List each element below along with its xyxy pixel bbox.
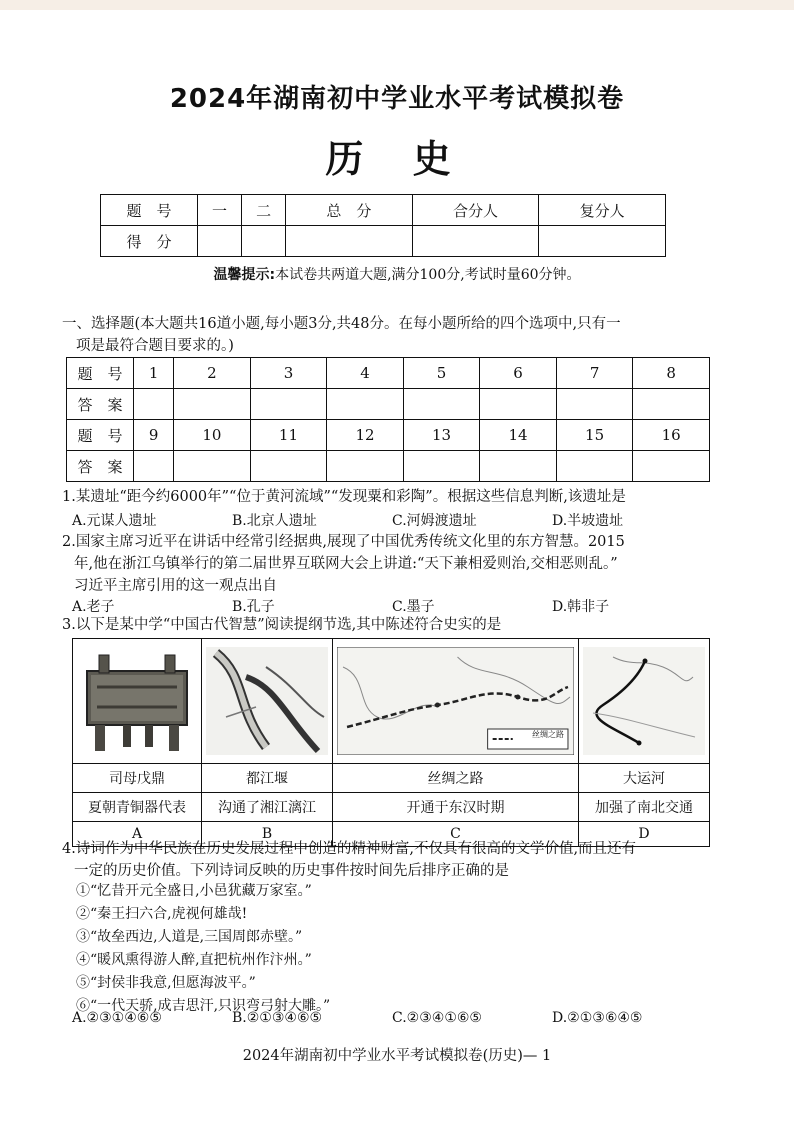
q1-option-a[interactable]: A.元谋人遗址	[72, 513, 157, 529]
answer-blank[interactable]	[250, 389, 327, 420]
q4-stem	[62, 838, 742, 882]
answer-blank[interactable]	[327, 451, 404, 482]
canal-map-icon	[583, 647, 705, 755]
answer-blank[interactable]	[403, 451, 480, 482]
q1-options	[72, 510, 712, 530]
tip-text: 本试卷共两道大题,满分100分,考试时量60分钟。	[275, 267, 581, 283]
grand-canal-map	[583, 647, 705, 755]
dujiangyan-map	[206, 647, 328, 755]
q2-option-c[interactable]: C.墨子	[392, 599, 435, 615]
q3-option-d[interactable]: D	[579, 822, 710, 847]
answer-num: 5	[403, 358, 480, 389]
answer-num: 8	[633, 358, 710, 389]
q2-stem-line: 习近平主席引用的这一观点出自	[74, 578, 277, 594]
section1-heading-line: 一、选择题(本大题共16道小题,每小题3分,共48分。在每小题所给的四个选项中,只有一	[62, 316, 621, 332]
answer-num: 3	[250, 358, 327, 389]
answer-num-label: 题 号	[67, 358, 134, 389]
answer-blank[interactable]	[633, 451, 710, 482]
page-footer: 2024年湖南初中学业水平考试模拟卷(历史)— 1	[242, 1048, 552, 1064]
q3-option-a[interactable]: A	[73, 822, 202, 847]
q3-statement: 加强了南北交通	[579, 793, 710, 822]
q4-options	[72, 1010, 712, 1026]
q3-image-cell	[202, 639, 333, 764]
q1-option-c[interactable]: C.河姆渡遗址	[392, 513, 477, 529]
answer-num: 6	[480, 358, 557, 389]
answer-blank[interactable]	[403, 389, 480, 420]
q4-poem: ⑥“一代天骄,成吉思汗,只识弯弓射大雕。”	[76, 998, 331, 1014]
q2-option-d[interactable]: D.韩非子	[552, 599, 610, 615]
q4-poem: ④“暖风熏得游人醉,直把杭州作汴州。”	[76, 952, 312, 968]
q1-stem: 1.某遗址“距今约6000年”“位于黄河流域”“发现粟和彩陶”。根据这些信息判断,该遗址是	[62, 489, 626, 505]
q4-poem: ⑤“封侯非我意,但愿海波平。”	[76, 975, 256, 991]
q2-option-b[interactable]: B.孔子	[232, 599, 275, 615]
q4-poem: ①“忆昔开元全盛日,小邑犹藏万家室。”	[76, 883, 312, 899]
q3-name: 大运河	[579, 764, 710, 793]
q4-poem: ③“故垒西边,人道是,三国周郎赤壁。”	[76, 929, 303, 945]
answer-blank[interactable]	[174, 451, 251, 482]
q3-option-b[interactable]: B	[202, 822, 333, 847]
answer-label: 答 案	[67, 389, 134, 420]
q2-option-a[interactable]: A.老子	[72, 599, 115, 615]
q3-name: 都江堰	[202, 764, 333, 793]
answer-num: 10	[174, 420, 251, 451]
score-header-cell: 合分人	[412, 195, 539, 226]
q3-image-cell	[73, 639, 202, 764]
q4-poems	[76, 880, 330, 1018]
score-blank-cell[interactable]	[242, 226, 286, 257]
score-blank-cell[interactable]	[198, 226, 242, 257]
q4-stem-line: 一定的历史价值。下列诗词反映的历史事件按时间先后排序正确的是	[74, 863, 509, 879]
silk-road-map	[337, 647, 574, 755]
score-header-cell: 总 分	[286, 195, 413, 226]
q3-image-cell	[579, 639, 710, 764]
q3-option-c[interactable]: C	[333, 822, 579, 847]
silk-road-map-legend: 丝绸之路	[532, 730, 564, 739]
q3-stem: 3.以下是某中学“中国古代智慧”阅读提纲节选,其中陈述符合史实的是	[62, 617, 502, 633]
score-header-cell: 二	[242, 195, 286, 226]
bronze-ding-icon	[77, 647, 197, 755]
q4-poem: ②“秦王扫六合,虎视何雄哉!	[76, 906, 248, 922]
answer-blank[interactable]	[134, 451, 174, 482]
answer-num: 1	[134, 358, 174, 389]
answer-label: 答 案	[67, 451, 134, 482]
exam-tip	[0, 264, 794, 284]
q3-statement: 夏朝青铜器代表	[73, 793, 202, 822]
tip-label: 温馨提示:	[213, 267, 276, 283]
q1-option-b[interactable]: B.北京人遗址	[232, 513, 317, 529]
answer-blank[interactable]	[134, 389, 174, 420]
q2-stem-line: 年,他在浙江乌镇举行的第二届世界互联网大会上讲道:“天下兼相爱则治,交相恶则乱。”	[74, 556, 618, 572]
q3-image-cell	[333, 639, 579, 764]
q3-statement: 开通于东汉时期	[333, 793, 579, 822]
answer-num: 11	[250, 420, 327, 451]
q4-stem-line: 4.诗词作为中华民族在历史发展过程中创造的精神财富,不仅具有很高的文学价值,而且还有	[62, 841, 637, 857]
score-row-label: 得 分	[101, 226, 198, 257]
answer-num: 7	[556, 358, 633, 389]
answer-num: 16	[633, 420, 710, 451]
bronze-ding-image	[77, 647, 197, 755]
q2-options	[72, 596, 712, 616]
answer-num: 12	[327, 420, 404, 451]
q4-option-d[interactable]: D.②①③⑥④⑤	[552, 1010, 643, 1026]
score-header-cell: 复分人	[539, 195, 666, 226]
answer-table	[66, 357, 710, 482]
answer-blank[interactable]	[556, 451, 633, 482]
q3-name: 丝绸之路	[333, 764, 579, 793]
section1-heading-line: 项是最符合题目要求的。)	[76, 338, 234, 354]
section1-heading	[62, 313, 742, 357]
q2-stem	[62, 531, 742, 597]
q3-table	[72, 638, 710, 847]
q2-stem-line: 2.国家主席习近平在讲话中经常引经据典,展现了中国优秀传统文化里的东方智慧。2015	[62, 534, 625, 550]
answer-num: 13	[403, 420, 480, 451]
answer-num: 14	[480, 420, 557, 451]
answer-num: 4	[327, 358, 404, 389]
q3-statement: 沟通了湘江漓江	[202, 793, 333, 822]
q4-option-b[interactable]: B.②①③④⑥⑤	[232, 1010, 323, 1026]
answer-num: 9	[134, 420, 174, 451]
score-header-cell: 一	[198, 195, 242, 226]
answer-num: 2	[174, 358, 251, 389]
exam-title: 2024年湖南初中学业水平考试模拟卷	[169, 84, 625, 114]
answer-blank[interactable]	[327, 389, 404, 420]
answer-blank[interactable]	[633, 389, 710, 420]
answer-blank[interactable]	[174, 389, 251, 420]
answer-num-label: 题 号	[67, 420, 134, 451]
score-table	[100, 194, 666, 257]
score-header-cell: 题 号	[101, 195, 198, 226]
score-blank-cell[interactable]	[412, 226, 539, 257]
answer-blank[interactable]	[250, 451, 327, 482]
answer-blank[interactable]	[480, 389, 557, 420]
answer-blank[interactable]	[556, 389, 633, 420]
score-blank-cell[interactable]	[286, 226, 413, 257]
answer-blank[interactable]	[480, 451, 557, 482]
subject-title: 历 史	[325, 137, 469, 181]
score-blank-cell[interactable]	[539, 226, 666, 257]
river-map-icon	[206, 647, 328, 755]
answer-num: 15	[556, 420, 633, 451]
q3-name: 司母戊鼎	[73, 764, 202, 793]
q4-option-c[interactable]: C.②③④①⑥⑤	[392, 1010, 482, 1026]
q4-option-a[interactable]: A.②③①④⑥⑤	[72, 1010, 162, 1026]
scan-top-edge	[0, 0, 794, 10]
q1-option-d[interactable]: D.半坡遗址	[552, 513, 624, 529]
